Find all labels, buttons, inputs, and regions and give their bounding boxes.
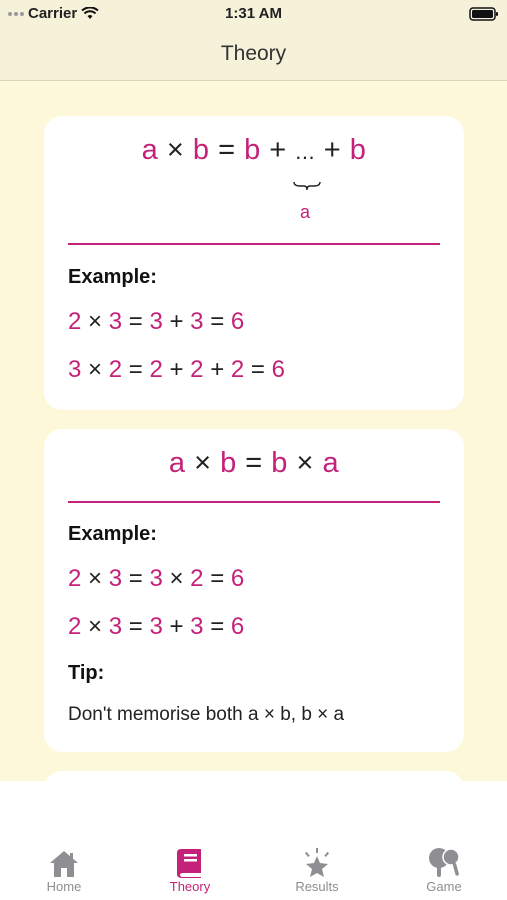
formula: a × b = b × a (168, 447, 340, 479)
divider (68, 243, 440, 245)
status-bar (0, 0, 507, 28)
battery-icon (469, 7, 499, 21)
status-time: 1:31 AM (225, 5, 282, 22)
example-line-1: 2 × 3 = 3 × 2 = 6 (68, 565, 245, 592)
ping-pong-icon (428, 847, 460, 879)
theory-card-repeated-addition (44, 116, 464, 410)
theory-card-commutative (44, 429, 464, 752)
formula: a × b = b + ... + b (141, 134, 367, 166)
book-icon (175, 847, 205, 879)
star-icon (301, 847, 333, 879)
tab-theory[interactable]: Theory (140, 843, 240, 894)
example-label: Example: (68, 266, 157, 288)
house-icon (49, 849, 79, 879)
navigation-bar (0, 28, 507, 81)
example-line-1: 2 × 3 = 3 + 3 = 6 (68, 308, 245, 335)
page-title: Theory (220, 42, 287, 65)
brace-label: a (300, 202, 311, 222)
tab-home[interactable]: Home (14, 843, 114, 894)
theory-scroll-view[interactable] (0, 81, 507, 781)
theory-card-next (44, 771, 464, 781)
carrier-name: Carrier (28, 5, 78, 22)
example-label: Example: (68, 523, 157, 545)
example-line-2: 3 × 2 = 2 + 2 + 2 = 6 (68, 356, 285, 383)
tip-text: Don't memorise both a × b, b × a (68, 704, 345, 725)
example-line-2: 2 × 3 = 3 + 3 = 6 (68, 613, 245, 640)
underbrace-icon (292, 180, 322, 192)
divider (68, 501, 440, 503)
tab-bar (0, 781, 507, 900)
tab-game[interactable]: Game (394, 843, 494, 894)
tab-results[interactable]: Results (267, 843, 367, 894)
tip-label: Tip: (68, 662, 105, 684)
